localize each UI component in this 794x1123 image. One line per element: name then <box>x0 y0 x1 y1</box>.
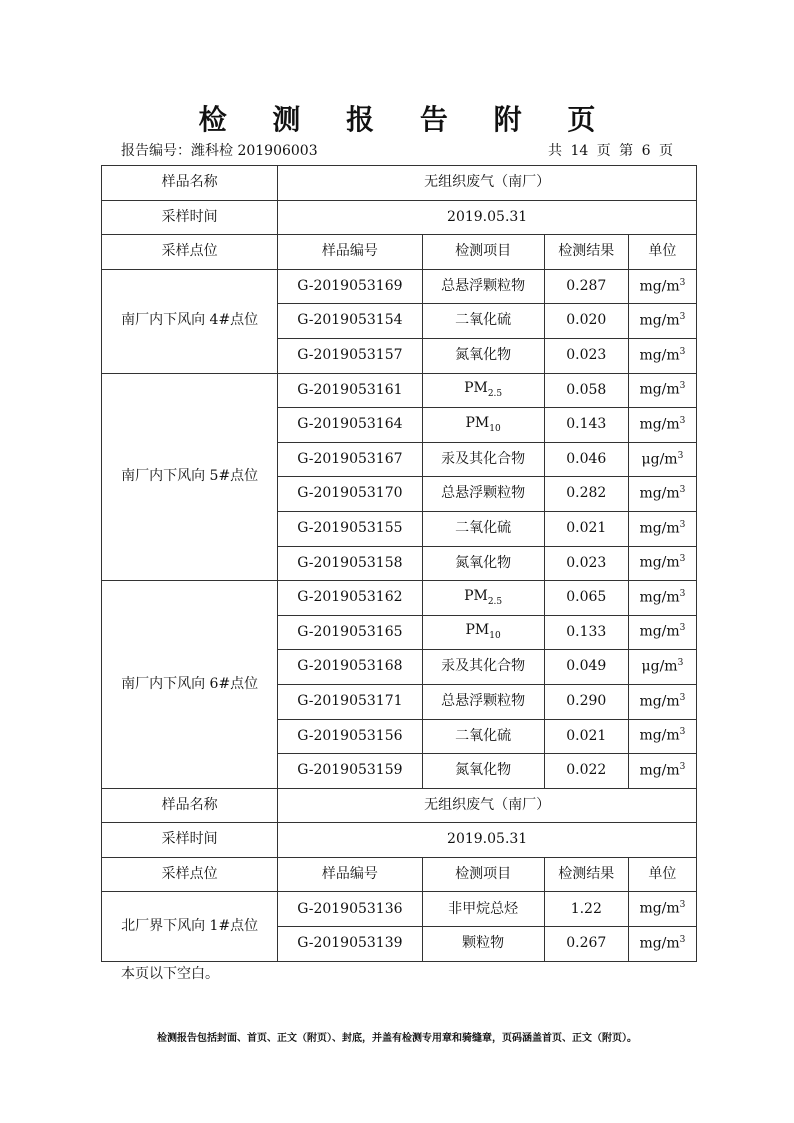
sample-name-label: 样品名称 <box>102 788 278 823</box>
unit-superscript: 3 <box>679 900 686 911</box>
column-header: 检测结果 <box>544 857 628 892</box>
test-item <box>422 373 544 408</box>
sample-id: G-2019053164 <box>278 408 422 443</box>
sampling-location: 北厂界下风向 1#点位 <box>102 892 278 961</box>
test-item: 氮氧化物 <box>422 546 544 581</box>
sample-id: G-2019053154 <box>278 304 422 339</box>
test-result: 0.020 <box>544 304 628 339</box>
table-row <box>102 373 697 408</box>
sample-id: G-2019053157 <box>278 338 422 373</box>
unit <box>628 442 696 477</box>
unit <box>628 927 696 962</box>
unit <box>628 650 696 685</box>
sample-id: G-2019053168 <box>278 650 422 685</box>
test-result: 0.049 <box>544 650 628 685</box>
test-item-text: PM <box>465 414 490 431</box>
test-result: 0.023 <box>544 546 628 581</box>
test-item: 氮氧化物 <box>422 754 544 789</box>
unit-text: mg/m <box>639 624 680 641</box>
unit-superscript: 3 <box>679 277 686 288</box>
unit <box>628 477 696 512</box>
sample-time-value: 2019.05.31 <box>278 823 697 858</box>
sample-id: G-2019053162 <box>278 581 422 616</box>
sample-id: G-2019053155 <box>278 511 422 546</box>
test-item: 汞及其化合物 <box>422 650 544 685</box>
sample-id: G-2019053165 <box>278 615 422 650</box>
unit-text: mg/m <box>639 347 680 364</box>
unit <box>628 338 696 373</box>
unit-superscript: 3 <box>679 415 686 426</box>
column-header: 检测结果 <box>544 235 628 270</box>
unit-text: mg/m <box>639 312 680 329</box>
unit <box>628 754 696 789</box>
test-result: 0.267 <box>544 927 628 962</box>
unit-superscript: 3 <box>677 450 684 461</box>
unit <box>628 373 696 408</box>
unit <box>628 304 696 339</box>
test-item <box>422 581 544 616</box>
sample-id: G-2019053169 <box>278 269 422 304</box>
unit-superscript: 3 <box>677 658 684 669</box>
column-header-row <box>102 235 697 270</box>
unit-text: mg/m <box>639 693 680 710</box>
sample-id: G-2019053171 <box>278 684 422 719</box>
test-result: 0.133 <box>544 615 628 650</box>
sample-id: G-2019053136 <box>278 892 422 927</box>
sample-name-value: 无组织废气（南厂） <box>278 788 697 823</box>
sampling-location: 南厂内下风向 6#点位 <box>102 581 278 789</box>
column-header: 采样点位 <box>102 857 278 892</box>
sample-id: G-2019053159 <box>278 754 422 789</box>
unit-text: mg/m <box>639 900 680 917</box>
test-item: 二氧化硫 <box>422 511 544 546</box>
footer-text: 检测报告包括封面、首页、正文（附页）、封底，并盖有检测专用章和骑缝章，页码涵盖首页、正文（附页）。 <box>157 1033 637 1044</box>
test-item <box>422 408 544 443</box>
unit-superscript: 3 <box>679 727 686 738</box>
report-number: 报告编号：潍科检 201906003 <box>121 143 318 159</box>
sample-id: G-2019053158 <box>278 546 422 581</box>
unit-superscript: 3 <box>679 346 686 357</box>
sample-time-value: 2019.05.31 <box>278 200 697 235</box>
test-item-text: PM <box>464 587 488 604</box>
test-item-subscript: 10 <box>489 630 501 641</box>
sample-time-row <box>102 823 697 858</box>
blank-note: 本页以下空白。 <box>121 966 219 982</box>
column-header-row <box>102 857 697 892</box>
test-item: 非甲烷总烃 <box>422 892 544 927</box>
test-item: 氮氧化物 <box>422 338 544 373</box>
unit-superscript: 3 <box>679 934 686 945</box>
table-row <box>102 581 697 616</box>
unit-text: mg/m <box>639 520 680 537</box>
unit-text: mg/m <box>639 935 680 952</box>
test-result: 0.021 <box>544 511 628 546</box>
sampling-location: 南厂内下风向 4#点位 <box>102 269 278 373</box>
unit <box>628 581 696 616</box>
unit-text: μg/m <box>641 658 678 675</box>
test-item-subscript: 2.5 <box>487 388 503 399</box>
test-item: 颗粒物 <box>422 927 544 962</box>
unit <box>628 615 696 650</box>
sample-name-row <box>102 166 697 201</box>
unit-text: mg/m <box>639 554 680 571</box>
unit-superscript: 3 <box>679 623 686 634</box>
test-result: 0.046 <box>544 442 628 477</box>
sample-name-value: 无组织废气（南厂） <box>278 166 697 201</box>
unit-text: mg/m <box>639 278 680 295</box>
unit <box>628 719 696 754</box>
unit-text: μg/m <box>641 451 678 468</box>
sample-id: G-2019053167 <box>278 442 422 477</box>
unit <box>628 546 696 581</box>
unit-text: mg/m <box>639 589 680 606</box>
sample-time-label: 采样时间 <box>102 823 278 858</box>
sample-id: G-2019053170 <box>278 477 422 512</box>
test-item-subscript: 10 <box>489 423 501 434</box>
unit-superscript: 3 <box>679 381 686 392</box>
test-item: 总悬浮颗粒物 <box>422 684 544 719</box>
page-title: 检 测 报 告 附 页 <box>198 103 614 136</box>
test-item: 二氧化硫 <box>422 304 544 339</box>
test-item-text: PM <box>464 380 488 397</box>
results-table <box>101 165 697 962</box>
test-result: 0.021 <box>544 719 628 754</box>
unit <box>628 269 696 304</box>
column-header: 采样点位 <box>102 235 278 270</box>
unit-superscript: 3 <box>679 485 686 496</box>
test-result: 0.023 <box>544 338 628 373</box>
sample-id: G-2019053139 <box>278 927 422 962</box>
test-result: 0.065 <box>544 581 628 616</box>
unit <box>628 511 696 546</box>
unit-superscript: 3 <box>679 554 686 565</box>
unit-superscript: 3 <box>679 312 686 323</box>
sample-time-row <box>102 200 697 235</box>
sample-name-row <box>102 788 697 823</box>
unit <box>628 408 696 443</box>
sampling-location: 南厂内下风向 5#点位 <box>102 373 278 581</box>
test-item-subscript: 2.5 <box>487 596 503 607</box>
sample-name-label: 样品名称 <box>102 166 278 201</box>
unit-text: mg/m <box>639 762 680 779</box>
test-result: 0.282 <box>544 477 628 512</box>
test-result: 0.143 <box>544 408 628 443</box>
test-item: 汞及其化合物 <box>422 442 544 477</box>
sample-id: G-2019053156 <box>278 719 422 754</box>
test-result: 0.287 <box>544 269 628 304</box>
unit-text: mg/m <box>639 485 680 502</box>
test-item: 总悬浮颗粒物 <box>422 477 544 512</box>
unit <box>628 892 696 927</box>
page-indicator: 共 14 页 第 6 页 <box>548 143 673 159</box>
sample-time-label: 采样时间 <box>102 200 278 235</box>
test-item: 总悬浮颗粒物 <box>422 269 544 304</box>
table-row <box>102 892 697 927</box>
unit-superscript: 3 <box>679 588 686 599</box>
test-result: 0.022 <box>544 754 628 789</box>
test-item <box>422 615 544 650</box>
column-header: 样品编号 <box>278 857 422 892</box>
unit <box>628 684 696 719</box>
unit-superscript: 3 <box>679 692 686 703</box>
unit-superscript: 3 <box>679 761 686 772</box>
column-header: 样品编号 <box>278 235 422 270</box>
test-item: 二氧化硫 <box>422 719 544 754</box>
unit-text: mg/m <box>639 381 680 398</box>
column-header: 单位 <box>628 857 696 892</box>
unit-text: mg/m <box>639 416 680 433</box>
test-result: 1.22 <box>544 892 628 927</box>
column-header: 检测项目 <box>422 857 544 892</box>
test-result: 0.290 <box>544 684 628 719</box>
column-header: 单位 <box>628 235 696 270</box>
column-header: 检测项目 <box>422 235 544 270</box>
table-row <box>102 269 697 304</box>
sample-id: G-2019053161 <box>278 373 422 408</box>
test-result: 0.058 <box>544 373 628 408</box>
unit-text: mg/m <box>639 727 680 744</box>
unit-superscript: 3 <box>679 519 686 530</box>
test-item-text: PM <box>465 622 490 639</box>
